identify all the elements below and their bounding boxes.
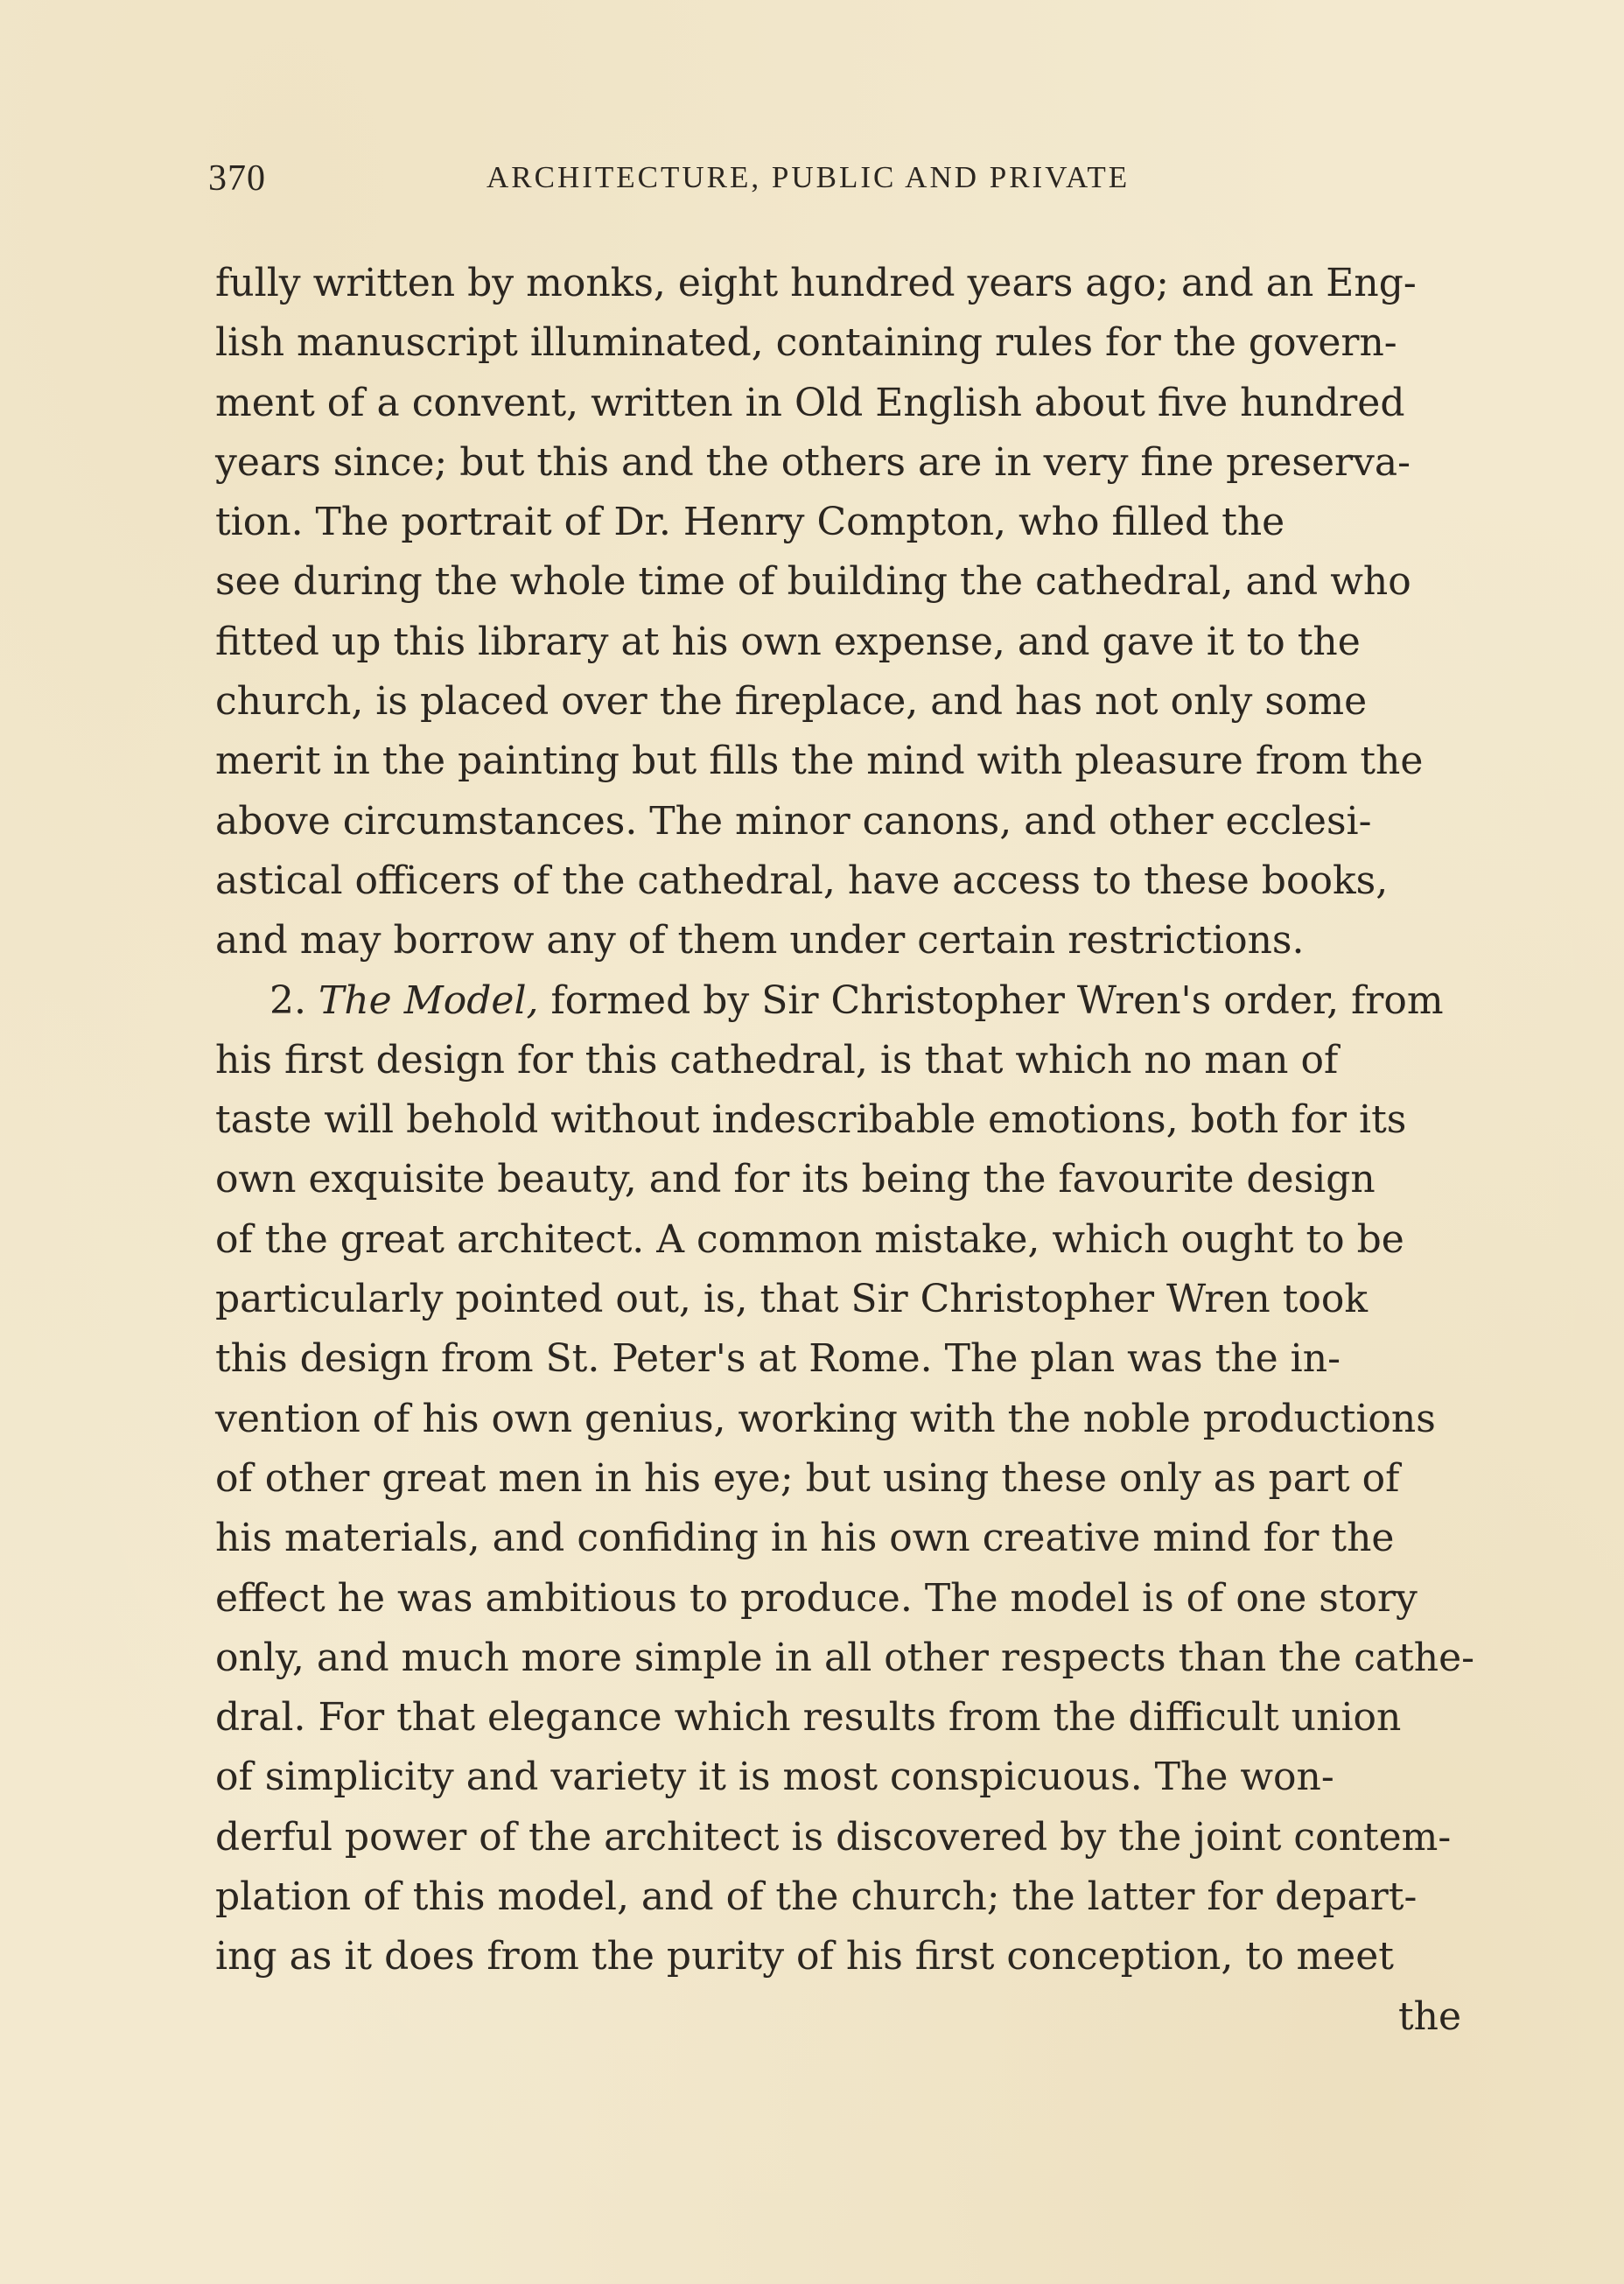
text-line: of other great men in his eye; but using these only as part of bbox=[215, 1455, 1400, 1501]
text-line: only, and much more simple in all other respects than the cathe- bbox=[215, 1635, 1475, 1680]
text-line: ing as it does from the purity of his first conception, to meet bbox=[215, 1934, 1394, 1979]
text-line: church, is placed over the fireplace, and has not only some bbox=[215, 679, 1368, 725]
text-line: this design from St. Peter's at Rome. The plan was the in- bbox=[215, 1336, 1340, 1382]
text-line: own exquisite beauty, and for its being the favourite design bbox=[215, 1157, 1376, 1202]
catchword: the bbox=[1397, 1993, 1461, 2039]
text-line: dral. For that elegance which results from the difficult union bbox=[215, 1695, 1402, 1741]
text-line: astical officers of the cathedral, have access to these books, bbox=[215, 858, 1389, 903]
text-line: lish manuscript illuminated, containing rules for the govern- bbox=[215, 320, 1397, 366]
paragraph-2-first-line bbox=[215, 971, 1461, 1031]
text-line: fully written by monks, eight hundred years ago; and an Eng- bbox=[215, 261, 1417, 305]
text-line: particularly pointed out, is, that Sir Christopher Wren took bbox=[215, 1277, 1368, 1322]
running-head bbox=[208, 158, 1461, 210]
text-line: taste will behold without indescribable emotions, both for its bbox=[215, 1097, 1407, 1143]
page-number: 370 bbox=[208, 158, 266, 199]
paragraph-2-first-line-text: formed by Sir Christopher Wren's order, from bbox=[538, 977, 1444, 1023]
text-line: fitted up this library at his own expense, and gave it to the bbox=[215, 619, 1361, 664]
text-line: tion. The portrait of Dr. Henry Compton, who filled the bbox=[215, 500, 1285, 545]
text-line: derful power of the architect is discovered by the joint contem- bbox=[215, 1814, 1452, 1860]
text-line: of the great architect. A common mistake, which ought to be bbox=[215, 1216, 1404, 1262]
text-line: of simplicity and variety it is most conspicuous. The won- bbox=[215, 1755, 1334, 1800]
text-line: ment of a convent, written in Old English about five hundred bbox=[215, 380, 1405, 425]
text-line: years since; but this and the others are in very fine preserva- bbox=[215, 439, 1410, 485]
text-line: above circumstances. The minor canons, and other ecclesi- bbox=[215, 798, 1372, 844]
text-line: his materials, and confiding in his own creative mind for the bbox=[215, 1516, 1395, 1561]
text-line: his first design for this cathedral, is that which no man of bbox=[215, 1037, 1339, 1082]
body-text bbox=[215, 254, 1475, 2047]
running-title: ARCHITECTURE, PUBLIC AND PRIVATE bbox=[486, 160, 1130, 194]
text-line: plation of this model, and of the church; the latter for depart- bbox=[215, 1874, 1418, 1920]
text-line: effect he was ambitious to produce. The model is of one story bbox=[215, 1575, 1418, 1621]
text-line: and may borrow any of them under certain restrictions. bbox=[215, 918, 1305, 963]
text-line: see during the whole time of building the cathedral, and who bbox=[215, 559, 1411, 605]
paragraph-number: 2. bbox=[270, 977, 306, 1023]
text-line: merit in the painting but fills the mind with pleasure from the bbox=[215, 739, 1424, 784]
paragraph-title: The Model, bbox=[318, 977, 539, 1023]
text-line: vention of his own genius, working with the noble productions bbox=[215, 1396, 1436, 1441]
